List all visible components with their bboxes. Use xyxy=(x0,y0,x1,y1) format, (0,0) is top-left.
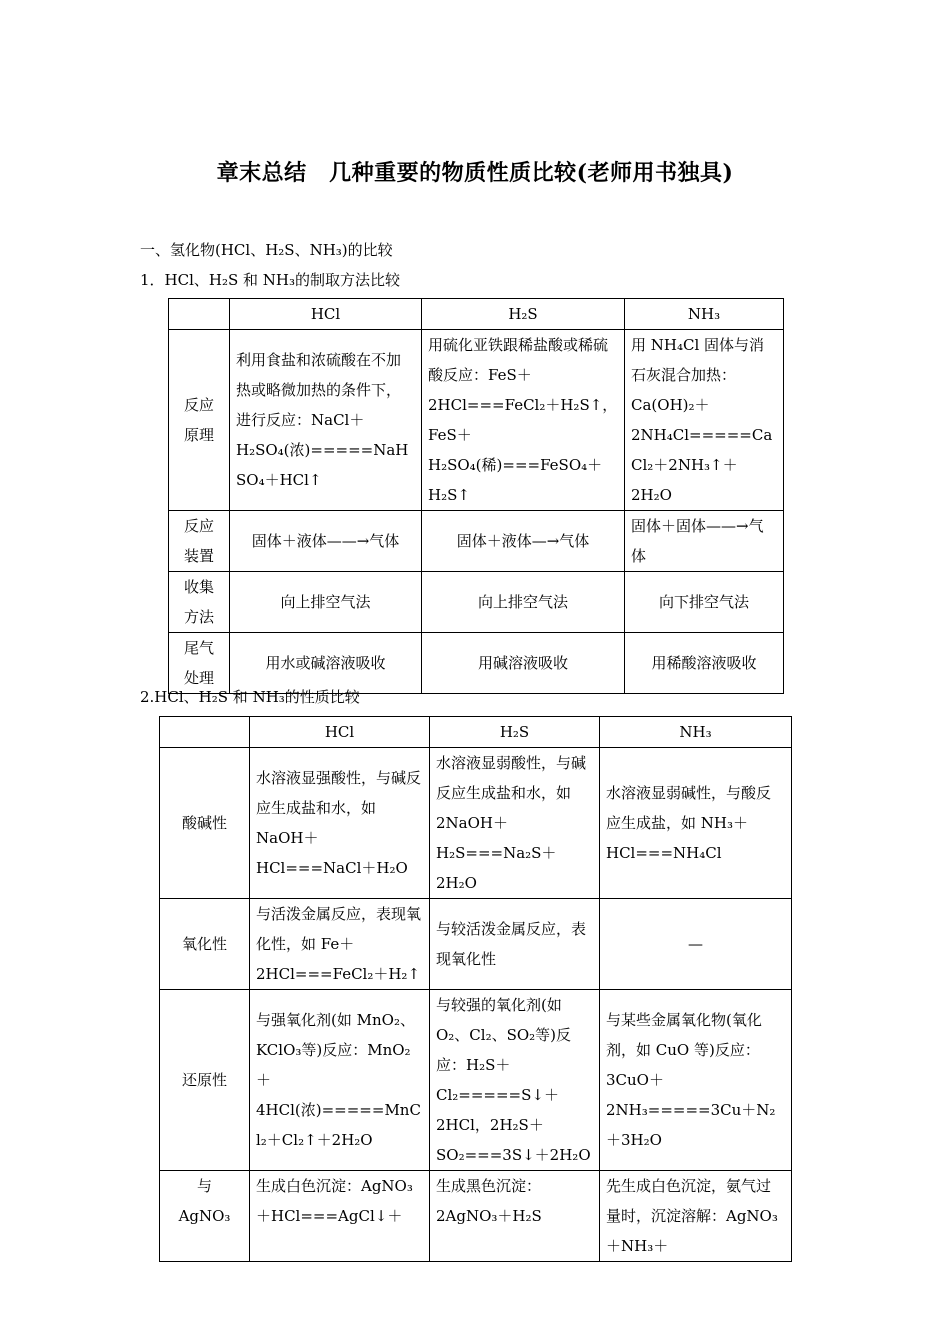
cell-hcl-agno3: 生成白色沉淀：AgNO₃＋HCl===AgCl↓＋ xyxy=(250,1171,430,1262)
header-empty-cell xyxy=(160,717,250,748)
cell-hcl-collection: 向上排空气法 xyxy=(230,572,422,633)
table-row-oxidizing xyxy=(160,899,792,990)
row-label-apparatus xyxy=(169,511,230,572)
column-header-nh3: NH₃ xyxy=(625,299,784,330)
cell-h2s-collection: 向上排空气法 xyxy=(422,572,625,633)
row-label-line-1: 反应 xyxy=(183,517,214,535)
cell-hcl-principle: 利用食盐和浓硫酸在不加热或略微加热的条件下，进行反应：NaCl＋H₂SO₄(浓)=====NaHSO₄＋HCl↑ xyxy=(230,330,422,511)
row-label-line-1: 反应 xyxy=(183,396,214,414)
row-label-line-1: 尾气 xyxy=(183,639,214,657)
cell-h2s-apparatus: 固体＋液体—→气体 xyxy=(422,511,625,572)
page-title: 章末总结 几种重要的物质性质比较(老师用书独具) xyxy=(216,160,734,186)
cell-hcl-apparatus: 固体＋液体——→气体 xyxy=(230,511,422,572)
row-label-line-2: AgNO₃ xyxy=(178,1207,231,1225)
row-label-line-2: 处理 xyxy=(183,669,214,687)
cell-nh3-agno3: 先生成白色沉淀，氨气过量时，沉淀溶解：AgNO₃＋NH₃＋ xyxy=(600,1171,792,1262)
table2-heading: 2.HCl、H₂S 和 NH₃的性质比较 xyxy=(140,688,360,706)
column-header-hcl: HCl xyxy=(230,299,422,330)
table-row-tail-gas xyxy=(169,633,784,694)
column-header-h2s: H₂S xyxy=(430,717,600,748)
cell-h2s-acidity: 水溶液显弱酸性，与碱反应生成盐和水，如 2NaOH＋H₂S===Na₂S＋2H₂O xyxy=(430,748,600,899)
cell-hcl-reducing: 与强氧化剂(如 MnO₂、KClO₃等)反应：MnO₂＋4HCl(浓)=====MnCl₂＋Cl₂↑＋2H₂O xyxy=(250,990,430,1171)
preparation-comparison-table xyxy=(168,298,784,694)
row-label-line-1: 与 xyxy=(196,1177,212,1195)
cell-nh3-principle: 用 NH₄Cl 固体与消石灰混合加热：Ca(OH)₂＋2NH₄Cl=====CaCl₂＋2NH₃↑＋2H₂O xyxy=(625,330,784,511)
cell-nh3-reducing: 与某些金属氧化物(氧化剂，如 CuO 等)反应：3CuO＋2NH₃=====3Cu＋N₂＋3H₂O xyxy=(600,990,792,1171)
row-label-line-2: 装置 xyxy=(183,547,214,565)
column-header-nh3: NH₃ xyxy=(600,717,792,748)
section-heading: 一、氢化物(HCl、H₂S、NH₃)的比较 xyxy=(140,241,393,259)
table-row-acidity xyxy=(160,748,792,899)
row-label-collection xyxy=(169,572,230,633)
table-row-reducing xyxy=(160,990,792,1171)
cell-nh3-acidity: 水溶液显弱碱性，与酸反应生成盐，如 NH₃＋HCl===NH₄Cl xyxy=(600,748,792,899)
column-header-hcl: HCl xyxy=(250,717,430,748)
row-label-reducing: 还原性 xyxy=(160,990,250,1171)
header-empty-cell xyxy=(169,299,230,330)
cell-nh3-tail-gas: 用稀酸溶液吸收 xyxy=(625,633,784,694)
row-label-line-1: 收集 xyxy=(183,578,214,596)
row-label-acidity: 酸碱性 xyxy=(160,748,250,899)
table-header-row xyxy=(169,299,784,330)
row-label-tail-gas xyxy=(169,633,230,694)
cell-hcl-acidity: 水溶液显强酸性，与碱反应生成盐和水，如 NaOH＋HCl===NaCl＋H₂O xyxy=(250,748,430,899)
cell-hcl-oxidizing: 与活泼金属反应，表现氧化性，如 Fe＋2HCl===FeCl₂＋H₂↑ xyxy=(250,899,430,990)
row-label-line-2: 原理 xyxy=(183,426,214,444)
cell-nh3-collection: 向下排空气法 xyxy=(625,572,784,633)
row-label-agno3 xyxy=(160,1171,250,1262)
cell-h2s-oxidizing: 与较活泼金属反应，表现氧化性 xyxy=(430,899,600,990)
row-label-line-2: 方法 xyxy=(183,608,214,626)
table-header-row xyxy=(160,717,792,748)
table-row-reaction-principle xyxy=(169,330,784,511)
cell-h2s-tail-gas: 用碱溶液吸收 xyxy=(422,633,625,694)
row-label-oxidizing: 氧化性 xyxy=(160,899,250,990)
column-header-h2s: H₂S xyxy=(422,299,625,330)
table1-heading: 1．HCl、H₂S 和 NH₃的制取方法比较 xyxy=(140,271,401,289)
table-row-apparatus xyxy=(169,511,784,572)
table-row-agno3 xyxy=(160,1171,792,1262)
cell-nh3-apparatus: 固体＋固体——→气体 xyxy=(625,511,784,572)
cell-h2s-reducing: 与较强的氧化剂(如 O₂、Cl₂、SO₂等)反应：H₂S＋Cl₂=====S↓＋2HCl，2H₂S＋SO₂===3S↓＋2H₂O xyxy=(430,990,600,1171)
cell-hcl-tail-gas: 用水或碱溶液吸收 xyxy=(230,633,422,694)
properties-comparison-table xyxy=(159,716,792,1262)
cell-h2s-agno3: 生成黑色沉淀：2AgNO₃＋H₂S xyxy=(430,1171,600,1262)
cell-nh3-oxidizing: — xyxy=(600,899,792,990)
cell-h2s-principle: 用硫化亚铁跟稀盐酸或稀硫酸反应：FeS＋2HCl===FeCl₂＋H₂S↑，FeS＋H₂SO₄(稀)===FeSO₄＋H₂S↑ xyxy=(422,330,625,511)
table-row-collection xyxy=(169,572,784,633)
row-label-reaction-principle xyxy=(169,330,230,511)
